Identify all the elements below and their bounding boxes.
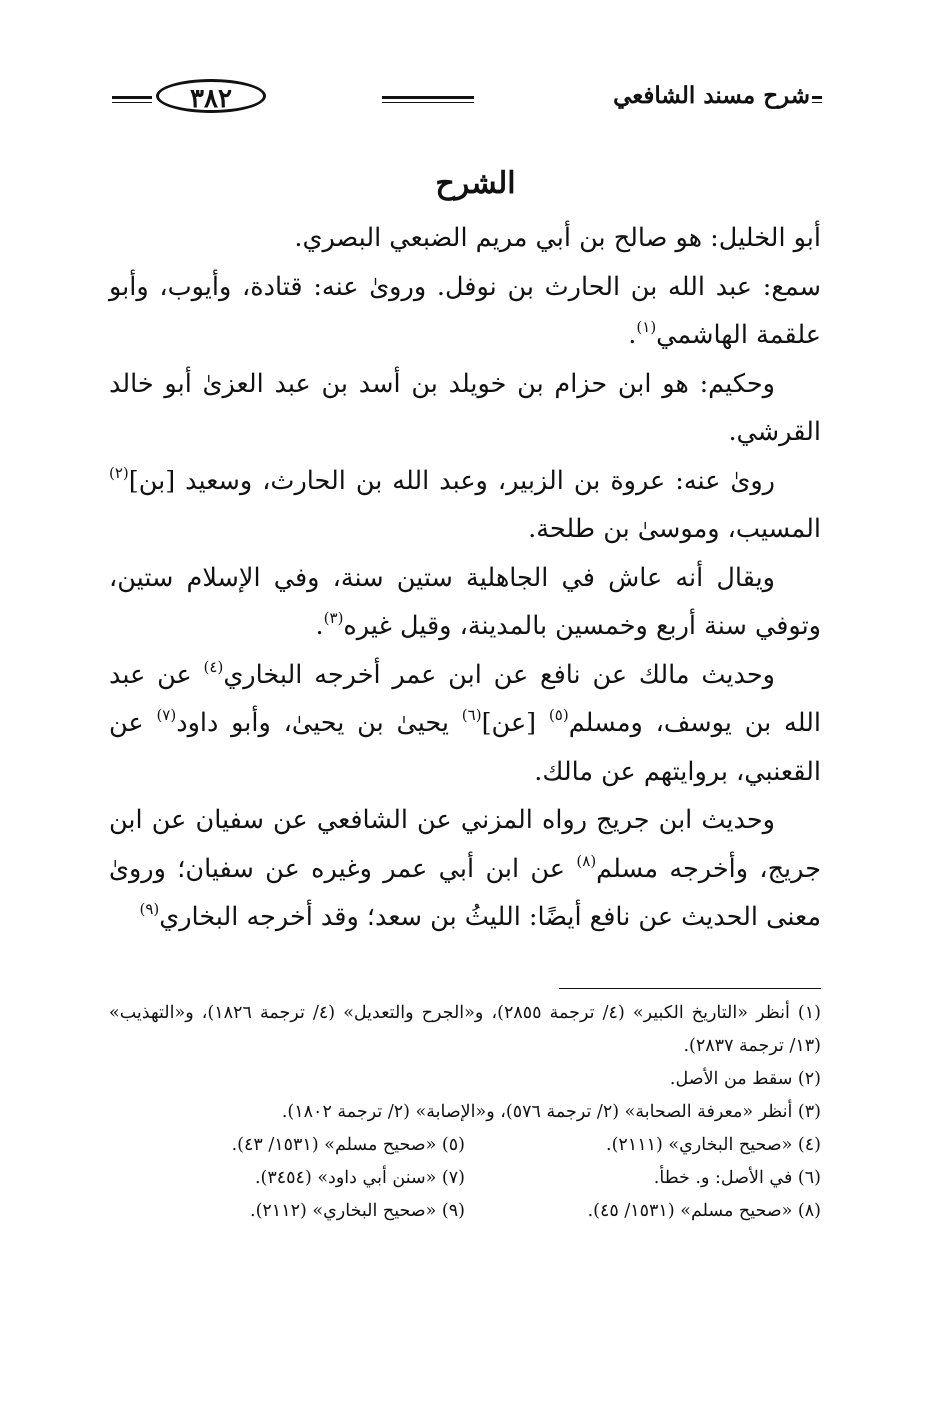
paragraph — [109, 360, 821, 457]
paragraph-text: عن القعنبي، بروايتهم عن مالك. — [109, 708, 821, 787]
paragraph-text: وحكيم: هو ابن حزام بن خويلد بن أسد بن عبد العزىٰ أبو خالد القرشي. — [109, 368, 821, 447]
footnote-row — [109, 1162, 821, 1195]
footnote-row — [109, 1129, 821, 1162]
footnote-ref[interactable]: (٦) — [461, 706, 482, 724]
paragraph-text: ويقال أنه عاش في الجاهلية ستين سنة، وفي الإسلام ستين، وتوفي سنة أربع وخمسين بالمدينة، وقيل غيره — [109, 562, 821, 641]
paragraph-text: المسيب، وموسىٰ بن طلحة. — [528, 514, 821, 544]
footnote-ref[interactable]: (٤) — [203, 657, 224, 676]
footnote-7: (٧) «سنن أبي داود» (٣٤٥٤). — [254, 1168, 465, 1188]
paragraph-text: روىٰ عنه: عروة بن الزبير، وعبد الله بن الحارث، وسعيد [بن] — [128, 465, 775, 496]
paragraph — [109, 214, 821, 263]
footnote-8: (٨) «صحيح مسلم» (١٥٣١/ ٤٥). — [587, 1201, 821, 1221]
footnote-5: (٥) «صحيح مسلم» (١٥٣١/ ٤٣). — [231, 1135, 465, 1155]
footnote-ref[interactable]: (٥) — [548, 706, 569, 724]
footnotes — [109, 997, 821, 1228]
footnote-9: (٩) «صحيح البخاري» (٢١١٢). — [250, 1201, 465, 1221]
paragraph-text: عن ابن أبي عمر وغيره عن سفيان؛ وروىٰ معنى الحديث عن نافع أيضًا: الليثُ بن سعد؛ وقد أخرجه البخاري — [109, 853, 821, 932]
header-rule-middle — [382, 96, 474, 103]
paragraph-text: . — [628, 320, 637, 350]
paragraph-text: أبو الخليل: هو صالح بن أبي مريم الضبعي البصري. — [294, 223, 821, 253]
page-number: ٣٨٢ — [156, 79, 266, 113]
paragraph — [109, 457, 821, 554]
paragraph-text: . — [315, 611, 324, 641]
footnote-1: (١) أنظر «التاريخ الكبير» (٤/ ترجمة ٢٨٥٥)، و«الجرح والتعديل» (٤/ ترجمة ١٨٢٦)، و«التهذيب» (١٣/ ترجمة ٢٨٣٧). — [109, 1003, 821, 1056]
paragraph-text: وحديث مالك عن نافع عن ابن عمر أخرجه البخاري — [223, 659, 775, 690]
footnote-ref[interactable]: (٩) — [139, 900, 160, 918]
footnote-2: (٢) سقط من الأصل. — [669, 1069, 821, 1089]
paragraph-text: عن عبد الله بن يوسف، ومسلم — [109, 659, 821, 738]
footnote-ref[interactable]: (٣) — [323, 609, 344, 627]
footnote-3: (٣) أنظر «معرفة الصحابة» (٢/ ترجمة ٥٧٦)، و«الإصابة» (٢/ ترجمة ١٨٠٢). — [281, 1102, 821, 1122]
footnote-ref[interactable]: (١) — [636, 318, 657, 336]
paragraph-text: يحيىٰ بن يحيىٰ، وأبو داود — [176, 708, 462, 738]
paragraph-text: وحديث ابن جريج رواه المزني عن الشافعي عن سفيان عن ابن جريج، وأخرجه مسلم — [109, 805, 821, 884]
paragraph-text: [عن] — [481, 708, 549, 738]
section-heading: الشرح — [435, 166, 516, 201]
header-rule-right — [812, 96, 822, 103]
footnote-4: (٤) «صحيح البخاري» (٢١١١). — [606, 1135, 821, 1155]
footnote-6: (٦) في الأصل: و. خطأ. — [653, 1168, 821, 1188]
paragraph-text: سمع: عبد الله بن الحارث بن نوفل. وروىٰ عنه: قتادة، وأيوب، وأبو علقمة الهاشمي — [109, 271, 821, 350]
book-title: شرح مسند الشافعي — [613, 82, 810, 109]
header-rule-left — [112, 96, 152, 103]
footnote-ref[interactable]: (٧) — [156, 706, 177, 724]
running-header — [112, 78, 822, 118]
paragraph — [109, 263, 821, 360]
main-text — [109, 214, 821, 942]
paragraph — [109, 796, 821, 942]
paragraph — [109, 554, 821, 651]
footnote-ref[interactable]: (٨) — [576, 851, 597, 870]
footnote-ref[interactable]: (٢) — [109, 463, 129, 482]
footnote-separator — [559, 988, 821, 989]
paragraph — [109, 651, 821, 797]
footnote-row — [109, 1195, 821, 1228]
